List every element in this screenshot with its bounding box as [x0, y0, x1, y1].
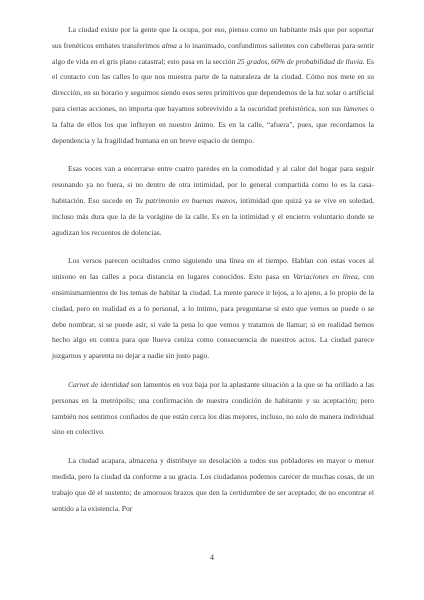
text-segment: La ciudad existe por la gente que la ocupa, por eso, pienso como un habitante más que por soportar sus frenéticos embates transferimos: [52, 25, 374, 50]
text-segment: Es el contacto con las calles lo que nos muestra parte de la naturaleza de la ciudad. Cómo nos mete en su dirección, en su horario y seguimos siendo esos seres primitivos que dependemos de la luz solar o artificial para ciertas acciones, no importa que hayamos sobrevivido a la oscuridad prehistórica, son sus: [52, 56, 374, 113]
text-segment: a lo inanimado, confundimos salientes con cabelleras para sentir algo de vida en el gris plano catastral; esto pasa en la sección: [52, 40, 374, 66]
body-text: [52, 22, 374, 529]
italic-text-segment: lúmenes: [343, 103, 369, 113]
italic-text-segment: alma: [161, 40, 177, 50]
text-segment: La ciudad acapara, almacena y distribuye su desolación a todos sus pobladores en mayor o menor medida, pero la ciudad da conforme a su gracia. Los ciudadanos podemos carecer de muchas cosas, de un trabajo que dé el sustento; de amorosos brazos que den la certidumbre de ser aceptado; de no encontrar el sentido a la existencia. Por: [52, 456, 374, 513]
text-segment: , intimidad que quizá ya se vive en soledad, incluso más dura que la de la vorágine de la calle. Es en la intimidad y el encierro voluntario donde se agudizan los recuentos de dolencias.: [52, 195, 374, 237]
paragraph: [52, 161, 374, 240]
page-number: 4: [210, 553, 214, 562]
paragraph: [52, 377, 374, 440]
italic-text-segment: Carnet de identidad: [68, 379, 129, 389]
italic-text-segment: Tu patrimonio en buenas manos: [135, 195, 236, 205]
text-segment: son lamentos en voz baja por la aplastante situación a la que se ha orillado a las personas en la metrópolis; una confirmación de nuestra condición de habitante y su aceptación; pero también nos sentimos confiados de que están cerca los días mejores, incluso, no solo de manera individual sino en colectivo.: [52, 379, 374, 437]
text-segment: , con ensimismamientos de los temas de habitar la ciudad. La mente parece ir lejos, a lo ajeno, a lo propio de la ciudad, pero en realidad es a lo personal, a lo íntimo, para preguntarse si esto que vemos se puede o se debe nombrar, si se puede asir, si vale la pena lo que vemos y tratamos de llamar; si en realidad hemos hecho algo en contra para que llueva ceniza como consecuencia de nuestros actos. La ciudad parece juzgarnos y aparenta no dejar a nadie sin justo pago.: [52, 272, 375, 361]
paragraph: [52, 22, 374, 148]
text-segment: Los versos parecen ocultados como siguiendo una línea en el tiempo. Hablan con estas voces al unísono en las calles a poca distancia en lugares conocidos. Esto pasa en: [52, 256, 374, 282]
text-segment: o la falta de ellos los que influyen en nuestro ánimo. Es en la calle, “afuera”, pues, que recordamos la dependencia y la fragilidad humana en un breve espacio de tiempo.: [52, 103, 375, 145]
italic-text-segment: Variaciones en línea: [293, 272, 358, 282]
paragraph: [52, 453, 374, 516]
italic-text-segment: 25 grados, 60% de probabilidad de lluvia.: [237, 56, 365, 66]
text-segment: Esas voces van a encerrarse entre cuatro paredes en la comodidad y al calor del hogar para seguir resonando ya no fuera, si no dentro de otra intimidad, por lo general compartida como lo es la casa-habitación. Eso sucede en: [52, 164, 374, 205]
paragraph: [52, 253, 374, 364]
